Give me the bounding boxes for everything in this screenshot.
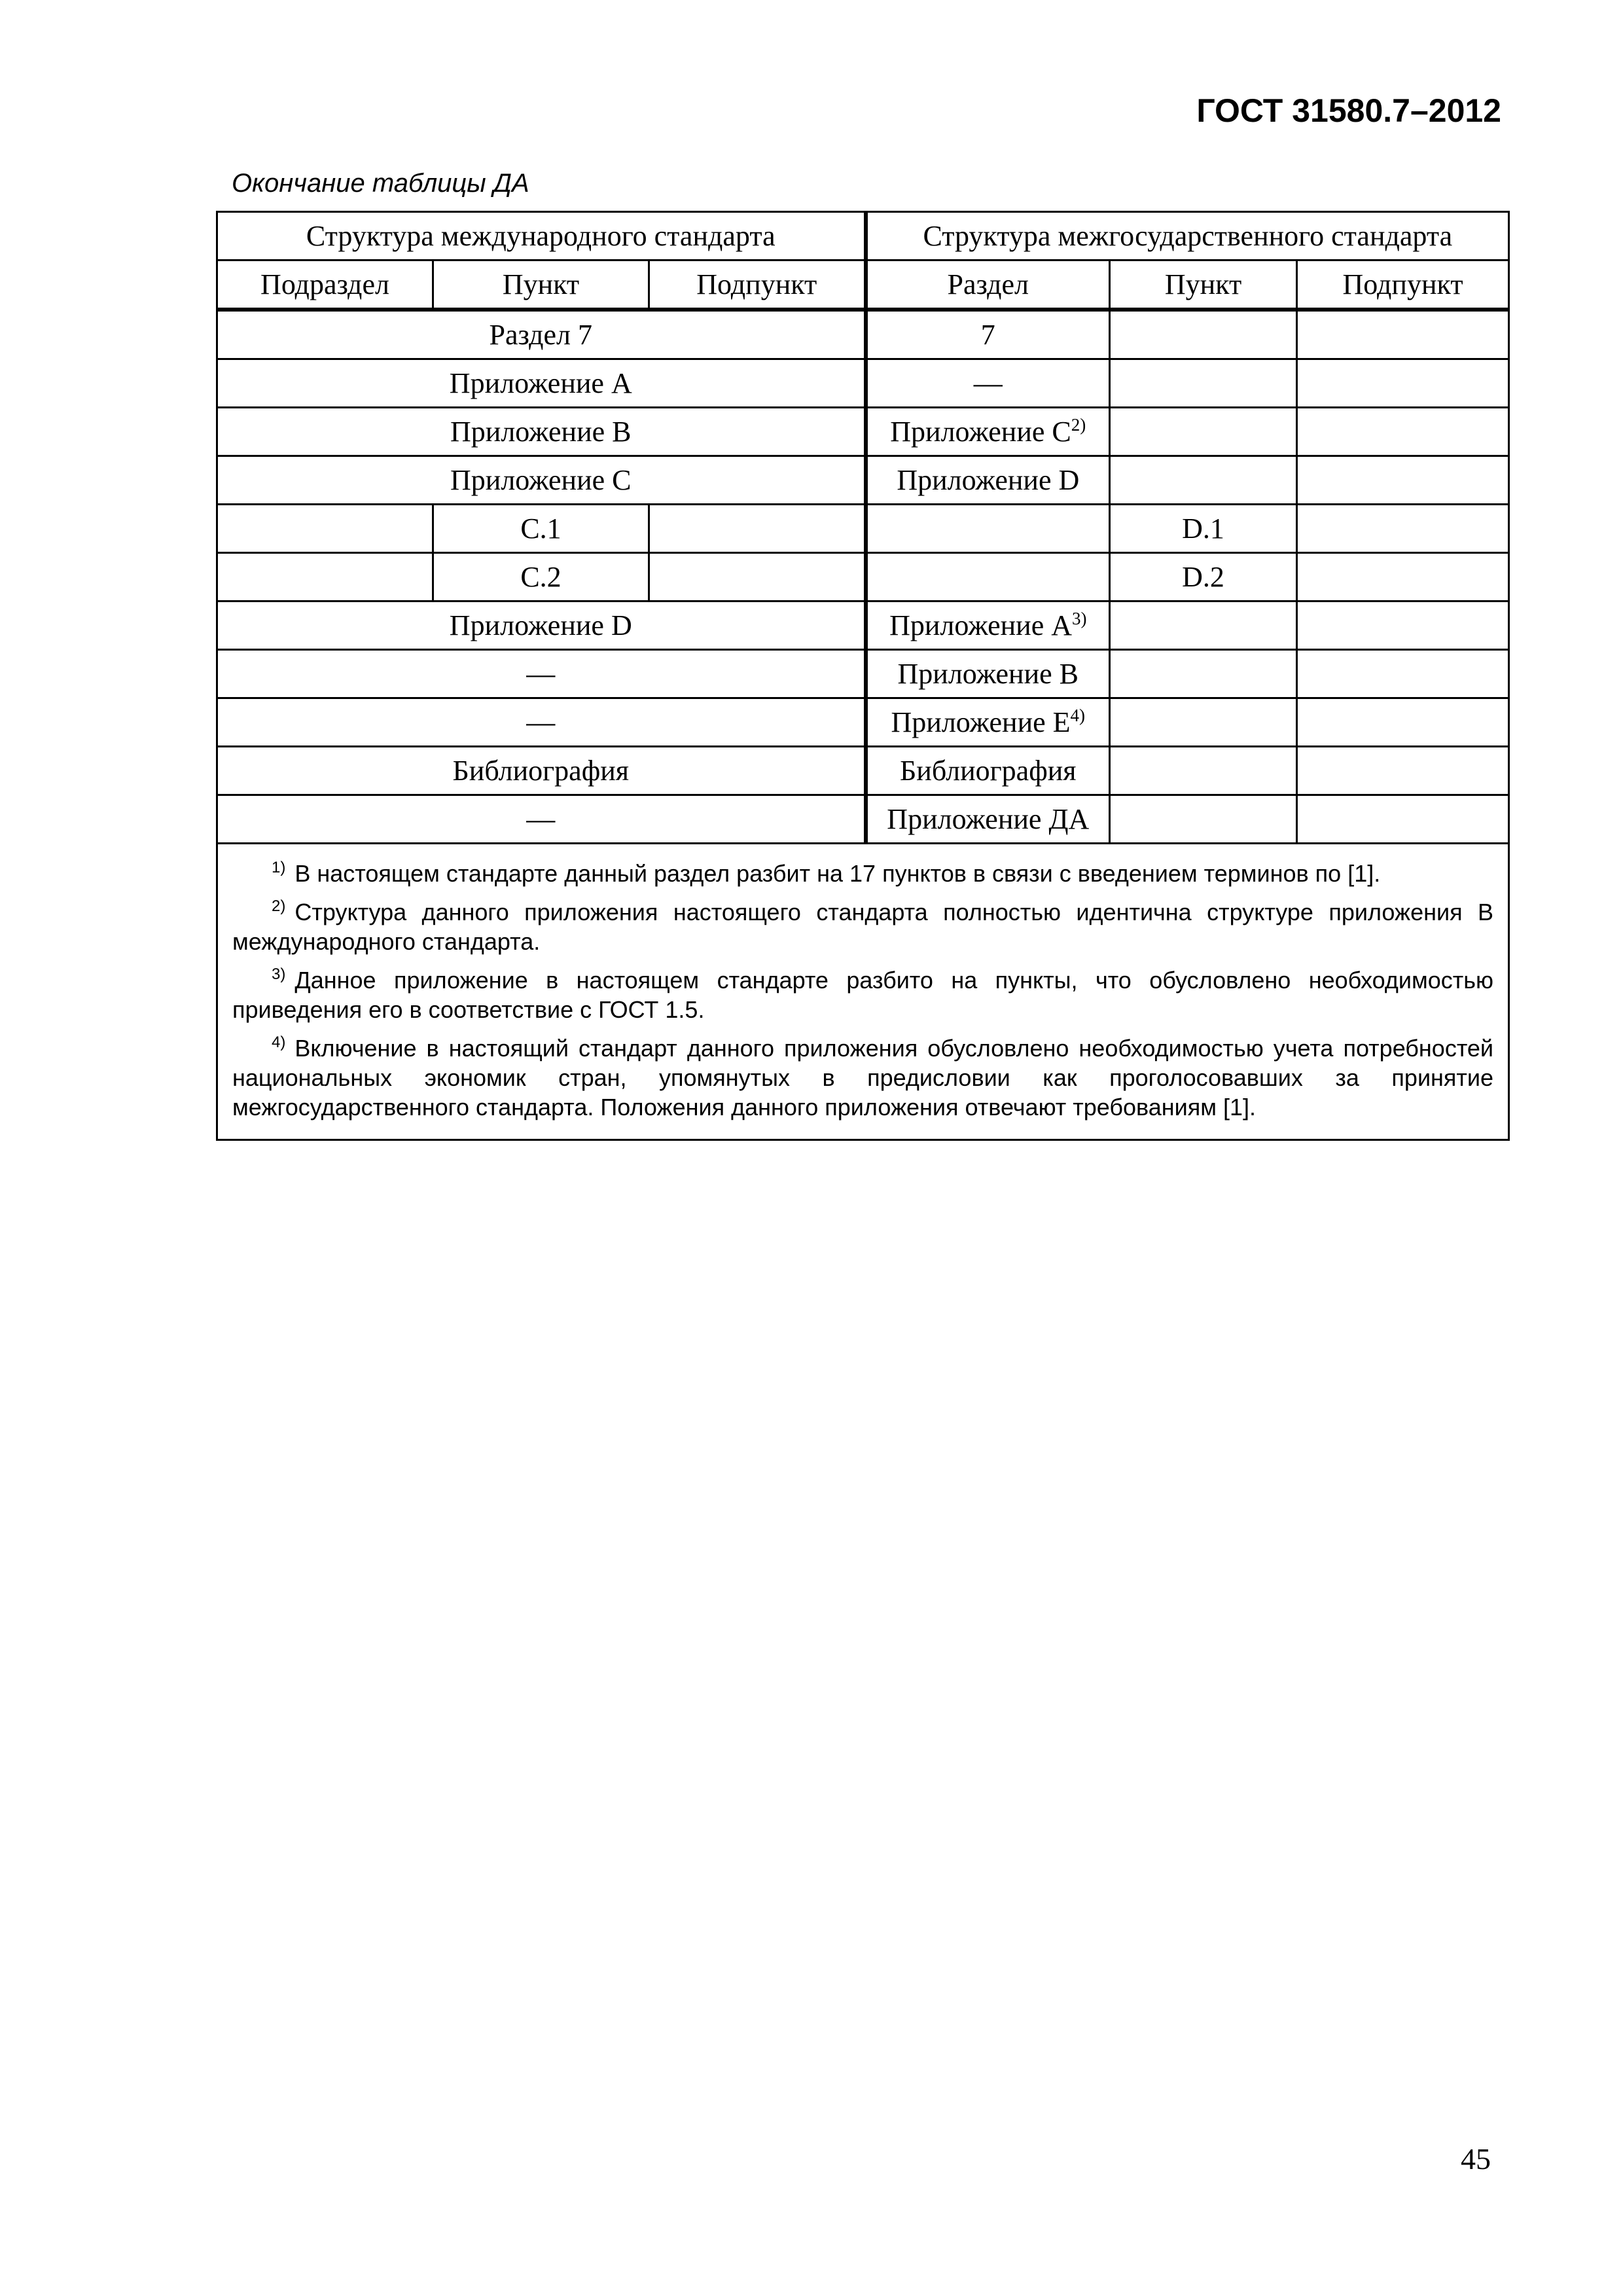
cell-empty — [1110, 359, 1297, 408]
cell-empty — [217, 553, 433, 601]
footnote-ref: 2) — [1071, 415, 1086, 435]
footnotes-row — [217, 844, 1509, 1140]
table-row — [217, 795, 1509, 844]
page-number: 45 — [1461, 2142, 1491, 2176]
cell-empty — [1297, 650, 1509, 698]
table-row — [217, 553, 1509, 601]
cell-interstate-section: 7 — [866, 310, 1110, 359]
footnote-mark: 1) — [272, 859, 286, 876]
cell-interstate-section — [866, 601, 1110, 650]
cell-interstate-section — [866, 698, 1110, 747]
table-row — [217, 505, 1509, 553]
footnote-mark: 2) — [272, 897, 286, 915]
cell-empty — [1297, 310, 1509, 359]
cell-empty — [1110, 795, 1297, 844]
cell-international: Библиография — [217, 747, 866, 795]
column-header: Раздел — [866, 260, 1110, 310]
cell-interstate-item: D.2 — [1110, 553, 1297, 601]
cell-international: — — [217, 650, 866, 698]
cell-international: Приложение А — [217, 359, 866, 408]
cell-empty — [1297, 359, 1509, 408]
header-interstate-structure: Структура межгосударственного стандарта — [866, 212, 1509, 260]
footnote — [232, 965, 1493, 1024]
table-caption: Окончание таблицы ДА — [232, 169, 529, 198]
cell-empty — [1297, 553, 1509, 601]
cell-international: — — [217, 795, 866, 844]
cell-interstate-section: Библиография — [866, 747, 1110, 795]
cell-empty — [1297, 456, 1509, 505]
cell-text: Приложение А — [889, 609, 1072, 641]
cell-empty — [866, 505, 1110, 553]
column-header: Подраздел — [217, 260, 433, 310]
cell-empty — [217, 505, 433, 553]
footnote-text: Структура данного приложения настоящего стандарта полностью идентична структуре приложения В международного стандарта. — [232, 899, 1494, 955]
column-header: Подпункт — [1297, 260, 1509, 310]
footnote-text: В настоящем стандарте данный раздел разбит на 17 пунктов в связи с введением терминов по [1]. — [294, 860, 1381, 887]
cell-empty — [1297, 795, 1509, 844]
cell-international-item: С.2 — [433, 553, 649, 601]
cell-interstate-section: Приложение D — [866, 456, 1110, 505]
cell-international: Приложение D — [217, 601, 866, 650]
footnote — [232, 1033, 1493, 1122]
cell-international: Приложение В — [217, 408, 866, 456]
cell-empty — [1110, 650, 1297, 698]
cell-empty — [1297, 505, 1509, 553]
footnote — [232, 859, 1493, 888]
column-header: Подпункт — [649, 260, 866, 310]
cell-empty — [1110, 747, 1297, 795]
footnote-text: Включение в настоящий стандарт данного приложения обусловлено необходимостью учета потребностей национальных экономик стран, упомянутых в предисловии как проголосовавших за принятие межгосударственного стандарта. Положения данного приложения отвечают требованиям [1]. — [232, 1035, 1494, 1121]
cell-interstate-section — [866, 408, 1110, 456]
cell-empty — [866, 553, 1110, 601]
table-row — [217, 698, 1509, 747]
footnote-text: Данное приложение в настоящем стандарте разбито на пункты, что обусловлено необходимостью приведения его в соответствие с ГОСТ 1.5. — [232, 967, 1494, 1023]
cell-empty — [1297, 698, 1509, 747]
table-row — [217, 359, 1509, 408]
header-international-structure: Структура международного стандарта — [217, 212, 866, 260]
cell-empty — [1110, 310, 1297, 359]
cell-empty — [649, 553, 866, 601]
table-row — [217, 650, 1509, 698]
cell-empty — [649, 505, 866, 553]
table-row — [217, 408, 1509, 456]
cell-interstate-section: Приложение ДА — [866, 795, 1110, 844]
cell-text: Приложение С — [890, 416, 1071, 448]
cell-interstate-section: Приложение В — [866, 650, 1110, 698]
cell-interstate-section: — — [866, 359, 1110, 408]
footnote — [232, 897, 1493, 956]
table-row — [217, 310, 1509, 359]
document-header-code: ГОСТ 31580.7–2012 — [1196, 92, 1501, 129]
column-header: Пункт — [433, 260, 649, 310]
table-row — [217, 456, 1509, 505]
column-header: Пункт — [1110, 260, 1297, 310]
footnotes-cell — [217, 844, 1509, 1140]
cell-empty — [1297, 747, 1509, 795]
cell-international: Приложение С — [217, 456, 866, 505]
cell-empty — [1110, 456, 1297, 505]
footnote-ref: 4) — [1070, 706, 1086, 725]
table-row — [217, 747, 1509, 795]
structure-comparison-table — [216, 211, 1510, 1141]
cell-empty — [1110, 698, 1297, 747]
table-header-group-row — [217, 212, 1509, 260]
cell-empty — [1297, 408, 1509, 456]
footnote-ref: 3) — [1072, 609, 1087, 628]
cell-international-item: С.1 — [433, 505, 649, 553]
cell-international: Раздел 7 — [217, 310, 866, 359]
footnote-mark: 4) — [272, 1033, 286, 1051]
cell-international: — — [217, 698, 866, 747]
table-header-columns-row — [217, 260, 1509, 310]
footnote-mark: 3) — [272, 965, 286, 983]
cell-interstate-item: D.1 — [1110, 505, 1297, 553]
cell-empty — [1297, 601, 1509, 650]
table-row — [217, 601, 1509, 650]
cell-empty — [1110, 601, 1297, 650]
cell-empty — [1110, 408, 1297, 456]
cell-text: Приложение Е — [891, 706, 1071, 738]
